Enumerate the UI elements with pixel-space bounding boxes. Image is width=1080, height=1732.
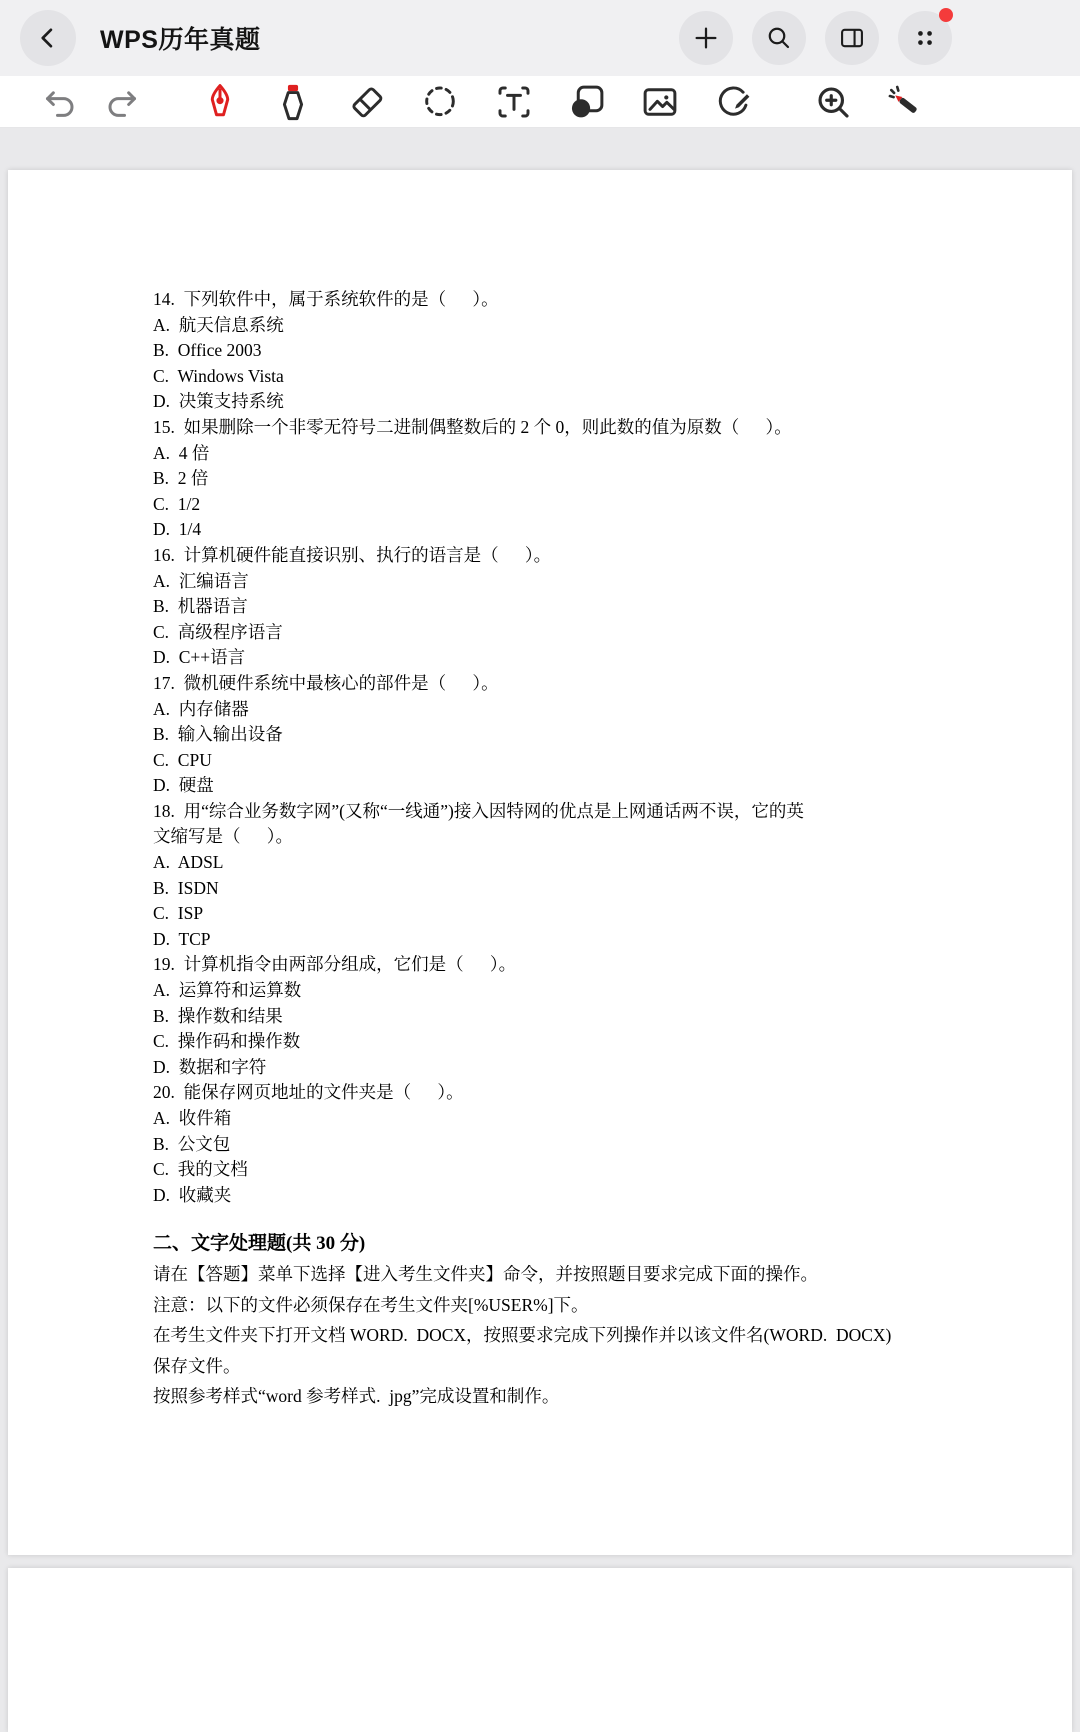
ink-comment-icon <box>713 81 755 123</box>
text-line: 二、文字处理题(共 30 分) <box>153 1233 366 1255</box>
text-line: 在考生文件夹下打开文档 WORD. DOCX，按照要求完成下列操作并以该文件名(WORD. DOCX) <box>153 1325 892 1346</box>
image-icon <box>639 81 681 123</box>
zoom-in-icon <box>812 81 854 123</box>
document-scroll-area[interactable] <box>0 128 1080 1728</box>
plus-icon <box>691 23 721 53</box>
ink-comment-button[interactable] <box>712 80 756 124</box>
annotation-toolbar <box>0 76 1080 128</box>
text-line: A. 内存储器 <box>153 698 249 719</box>
text-line: D. 数据和字符 <box>153 1056 267 1077</box>
text-line: B. 输入输出设备 <box>153 724 283 745</box>
correction-pen-button[interactable] <box>271 80 315 124</box>
text-line: A. 航天信息系统 <box>153 314 284 335</box>
image-tool-button[interactable] <box>638 80 682 124</box>
text-line: C. 我的文档 <box>153 1159 248 1180</box>
text-line: B. 2 倍 <box>153 468 209 489</box>
text-line: 20. 能保存网页地址的文件夹是（ ）。 <box>153 1082 464 1103</box>
text-line: A. 运算符和运算数 <box>153 980 302 1001</box>
search-button[interactable] <box>752 11 806 65</box>
undo-button[interactable] <box>38 80 82 124</box>
text-line: B. 公文包 <box>153 1133 231 1154</box>
text-line: D. 1/4 <box>153 519 202 540</box>
text-line: 18. 用“综合业务数字网”(又称“一线通”)接入因特网的优点是上网通话两不误，它的英 <box>153 800 804 821</box>
next-page-edge <box>8 1568 1072 1732</box>
text-line: D. 决策支持系统 <box>153 391 284 412</box>
back-icon <box>34 24 62 52</box>
pen-icon <box>199 81 241 123</box>
text-line: A. 收件箱 <box>153 1108 232 1128</box>
redo-icon <box>102 82 142 122</box>
text-line: 按照参考样式“word 参考样式. jpg”完成设置和制作。 <box>153 1385 560 1406</box>
laser-pointer-button[interactable] <box>884 80 928 124</box>
text-line: 17. 微机硬件系统中最核心的部件是（ ）。 <box>153 672 499 693</box>
shape-tool-button[interactable] <box>565 80 609 124</box>
redo-button[interactable] <box>100 80 144 124</box>
search-icon <box>765 24 793 52</box>
text-line: B. Office 2003 <box>153 340 262 361</box>
eraser-button[interactable] <box>345 80 389 124</box>
text-line: A. 4 倍 <box>153 442 210 463</box>
text-box-icon <box>493 81 535 123</box>
text-line: D. 收藏夹 <box>153 1184 232 1205</box>
text-line: A. ADSL <box>153 852 224 873</box>
text-line: 14. 下列软件中，属于系统软件的是（ ）。 <box>153 289 499 309</box>
text-line: D. 硬盘 <box>153 775 214 796</box>
back-button[interactable] <box>20 10 76 66</box>
text-line: B. ISDN <box>153 877 219 898</box>
apps-menu-button[interactable] <box>898 11 952 65</box>
correction-pen-icon <box>272 81 314 123</box>
read-layout-button[interactable] <box>825 11 879 65</box>
eraser-icon <box>346 81 388 123</box>
undo-icon <box>40 82 80 122</box>
text-line: B. 操作数和结果 <box>153 1005 283 1026</box>
notification-badge <box>939 8 953 22</box>
text-line: D. C++语言 <box>153 647 246 668</box>
shape-icon <box>566 81 608 123</box>
lasso-icon <box>419 81 461 123</box>
text-line: 15. 如果删除一个非零无符号二进制偶整数后的 2 个 0，则此数的值为原数（ ）。 <box>153 416 792 437</box>
text-line: A. 汇编语言 <box>153 570 249 591</box>
header-actions <box>679 11 952 65</box>
document-page[interactable] <box>8 170 1072 1555</box>
document-text <box>153 287 1022 1411</box>
pen-tool-button[interactable] <box>198 80 242 124</box>
lasso-select-button[interactable] <box>418 80 462 124</box>
text-line: 请在【答题】菜单下选择【进入考生文件夹】命令，并按照题目要求完成下面的操作。 <box>153 1264 818 1285</box>
text-line: 保存文件。 <box>153 1355 241 1376</box>
text-box-button[interactable] <box>492 80 536 124</box>
text-line: 文缩写是（ ）。 <box>153 826 293 847</box>
text-line: 16. 计算机硬件能直接识别、执行的语言是（ ）。 <box>153 544 552 565</box>
text-line: D. TCP <box>153 928 211 949</box>
text-line: 19. 计算机指令由两部分组成，它们是（ ）。 <box>153 954 517 975</box>
text-line: C. ISP <box>153 903 204 924</box>
laser-pointer-icon <box>885 81 927 123</box>
page-title: WPS历年真题 <box>100 26 261 54</box>
text-line: C. 1/2 <box>153 493 201 514</box>
text-line: 注意：以下的文件必须保存在考生文件夹[%USER%]下。 <box>153 1294 589 1315</box>
text-line: C. CPU <box>153 749 212 770</box>
zoom-in-button[interactable] <box>811 80 855 124</box>
layout-icon <box>838 24 866 52</box>
top-header-bar <box>0 0 1080 76</box>
text-line: B. 机器语言 <box>153 596 248 617</box>
text-line: C. 操作码和操作数 <box>153 1031 301 1052</box>
apps-grid-icon <box>911 24 939 52</box>
text-line: C. Windows Vista <box>153 365 284 386</box>
add-button[interactable] <box>679 11 733 65</box>
text-line: C. 高级程序语言 <box>153 621 283 642</box>
